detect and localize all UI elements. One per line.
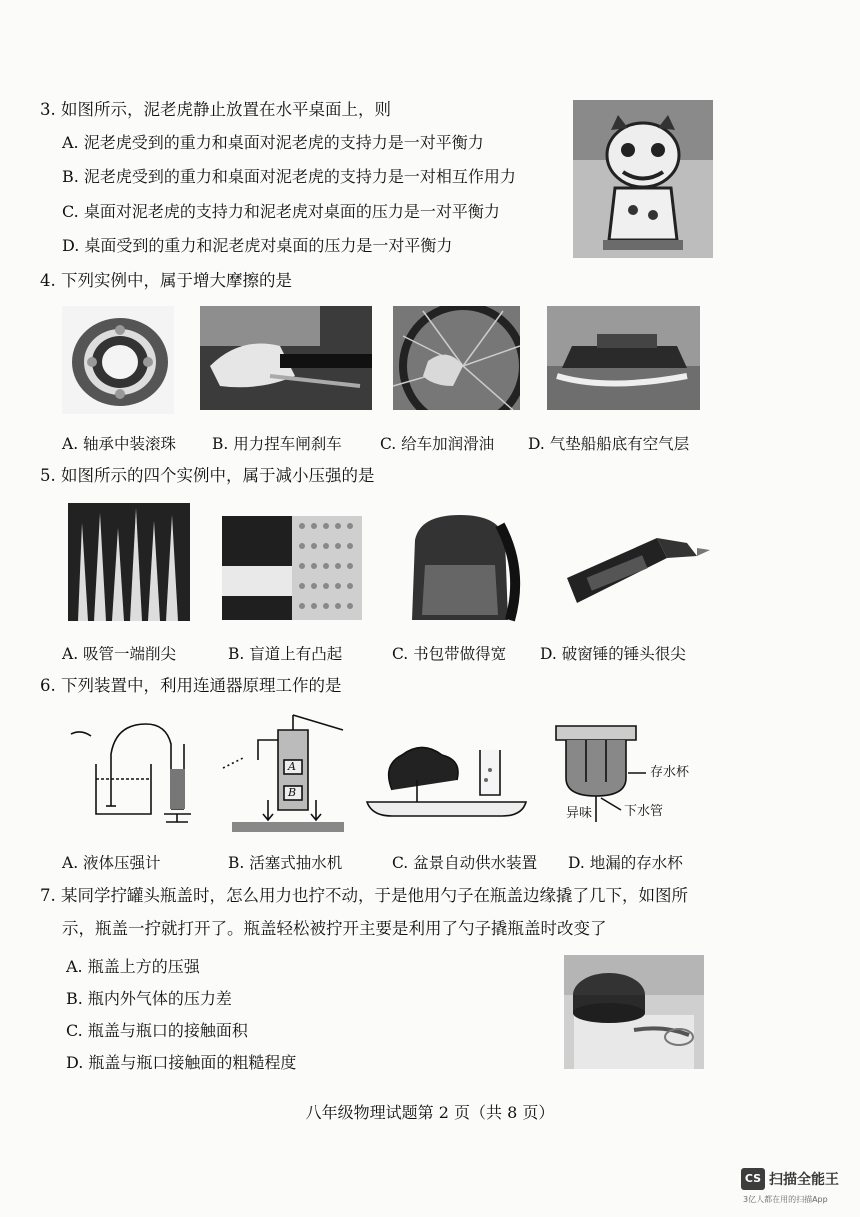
q3-option-c: C. 桌面对泥老虎的支持力和泥老虎对桌面的压力是一对平衡力 [62,202,500,221]
q7-stem-line1: 7. 某同学拧罐头瓶盖时，怎么用力也拧不动，于是他用勺子在瓶盖边缘撬了几下，如图所 [40,886,688,905]
piston-pump-diagram [218,710,348,834]
clay-tiger-photo [573,100,713,258]
label-drain-pipe: 下水管 [624,804,664,819]
safety-hammer-photo [547,518,710,623]
q5-option-c: C. 书包带做得宽 [392,645,507,663]
q6-option-b: B. 活塞式抽水机 [228,854,343,872]
q3-option-b: B. 泥老虎受到的重力和桌面对泥老虎的支持力是一对相互作用力 [62,167,516,186]
bike-oil-photo [393,306,520,410]
q7-option-d: D. 瓶盖与瓶口接触面的粗糙程度 [66,1053,297,1072]
brake-grip-photo [200,306,372,410]
q7-option-a: A. 瓶盖上方的压强 [66,957,200,976]
camscanner-logo: CS [741,1168,765,1190]
q5-stem: 5. 如图所示的四个实例中，属于减小压强的是 [40,466,375,485]
q6-option-c: C. 盆景自动供水装置 [392,854,538,872]
q7-option-b: B. 瓶内外气体的压力差 [66,989,232,1008]
floor-drain-diagram [546,718,710,822]
q5-option-a: A. 吸管一端削尖 [62,645,177,663]
bonsai-water-supply-diagram [362,730,528,820]
jar-lid-spoon-photo [564,955,704,1069]
straws-photo [68,503,190,621]
bearing-photo [62,306,174,414]
q5-option-b: B. 盲道上有凸起 [228,645,343,663]
q3-option-d: D. 桌面受到的重力和泥老虎对桌面的压力是一对平衡力 [62,236,453,255]
piston-label-a: A [288,760,296,773]
q4-option-d: D. 气垫船船底有空气层 [528,435,690,453]
q7-stem-line2: 示，瓶盖一拧就打开了。瓶盖轻松被拧开主要是利用了勺子撬瓶盖时改变了 [62,919,607,938]
q5-option-d: D. 破窗锤的锤头很尖 [540,645,686,663]
pressure-gauge-diagram [66,714,202,826]
brand-name: 扫描全能王 [769,1172,839,1188]
piston-label-b: B [288,786,297,799]
label-water-cup: 存水杯 [650,765,690,780]
label-odor: 异味 [566,806,593,821]
q3-option-a: A. 泥老虎受到的重力和桌面对泥老虎的支持力是一对平衡力 [62,133,484,152]
q4-option-b: B. 用力捏车闸刹车 [212,435,342,453]
q6-stem: 6. 下列装置中，利用连通器原理工作的是 [40,676,342,695]
q7-option-c: C. 瓶盖与瓶口的接触面积 [66,1021,248,1040]
page-footer: 八年级物理试题第 2 页（共 8 页） [305,1103,555,1122]
q4-stem: 4. 下列实例中，属于增大摩擦的是 [40,271,292,290]
q4-option-a: A. 轴承中装滚珠 [62,435,177,453]
q4-option-c: C. 给车加润滑油 [380,435,495,453]
q6-option-d: D. 地漏的存水杯 [568,854,683,872]
tactile-paving-photo [222,516,362,620]
scanner-watermark [741,1168,851,1208]
q3-stem: 3. 如图所示，泥老虎静止放置在水平桌面上，则 [40,100,391,119]
backpack-photo [400,510,524,628]
hovercraft-photo [547,306,700,410]
q6-option-a: A. 液体压强计 [62,854,161,872]
brand-tagline: 3亿人都在用的扫描App [743,1195,828,1204]
